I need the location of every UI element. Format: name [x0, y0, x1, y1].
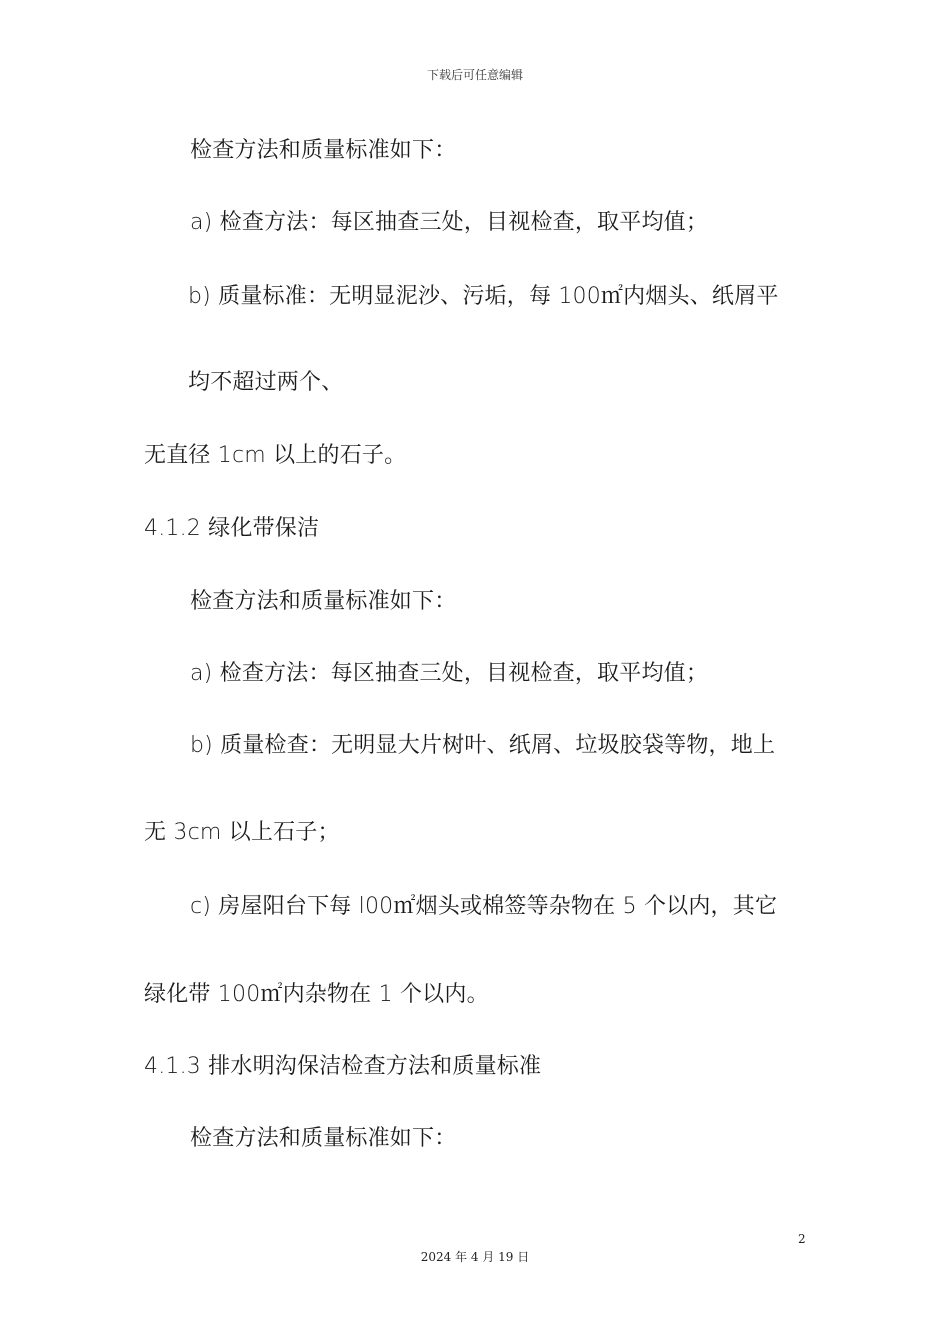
paragraph-line: b) 质量标准：无明显泥沙、污垢，每 100㎡内烟头、纸屑平 — [188, 284, 779, 309]
paragraph-line: b) 质量检查：无明显大片树叶、纸屑、垃圾胶袋等物，地上 — [190, 733, 776, 758]
paragraph-line: 绿化带 100㎡内杂物在 1 个以内。 — [144, 982, 489, 1007]
paragraph-line: 检查方法和质量标准如下： — [190, 589, 457, 614]
paragraph-line: 检查方法和质量标准如下： — [190, 1126, 457, 1151]
footer-date: 2024 年 4 月 19 日 — [420, 1250, 530, 1264]
paragraph-line: c) 房屋阳台下每 l00㎡烟头或棉签等杂物在 5 个以内，其它 — [190, 894, 778, 919]
paragraph-line: 检查方法和质量标准如下： — [190, 138, 457, 163]
paragraph-line: 无直径 1cm 以上的石子。 — [144, 443, 407, 468]
section-heading: 4.1.2 绿化带保洁 — [144, 516, 320, 541]
paragraph-line: 均不超过两个、 — [188, 370, 344, 395]
paragraph-line: 无 3cm 以上石子； — [144, 820, 340, 845]
page-number: 2 — [798, 1232, 806, 1246]
section-heading: 4.1.3 排水明沟保洁检查方法和质量标准 — [144, 1054, 542, 1079]
page-header: 下载后可任意编辑 — [426, 68, 523, 82]
paragraph-line: a) 检查方法：每区抽查三处，目视检查，取平均值； — [190, 210, 709, 235]
paragraph-line: a) 检查方法：每区抽查三处，目视检查，取平均值； — [190, 661, 709, 686]
